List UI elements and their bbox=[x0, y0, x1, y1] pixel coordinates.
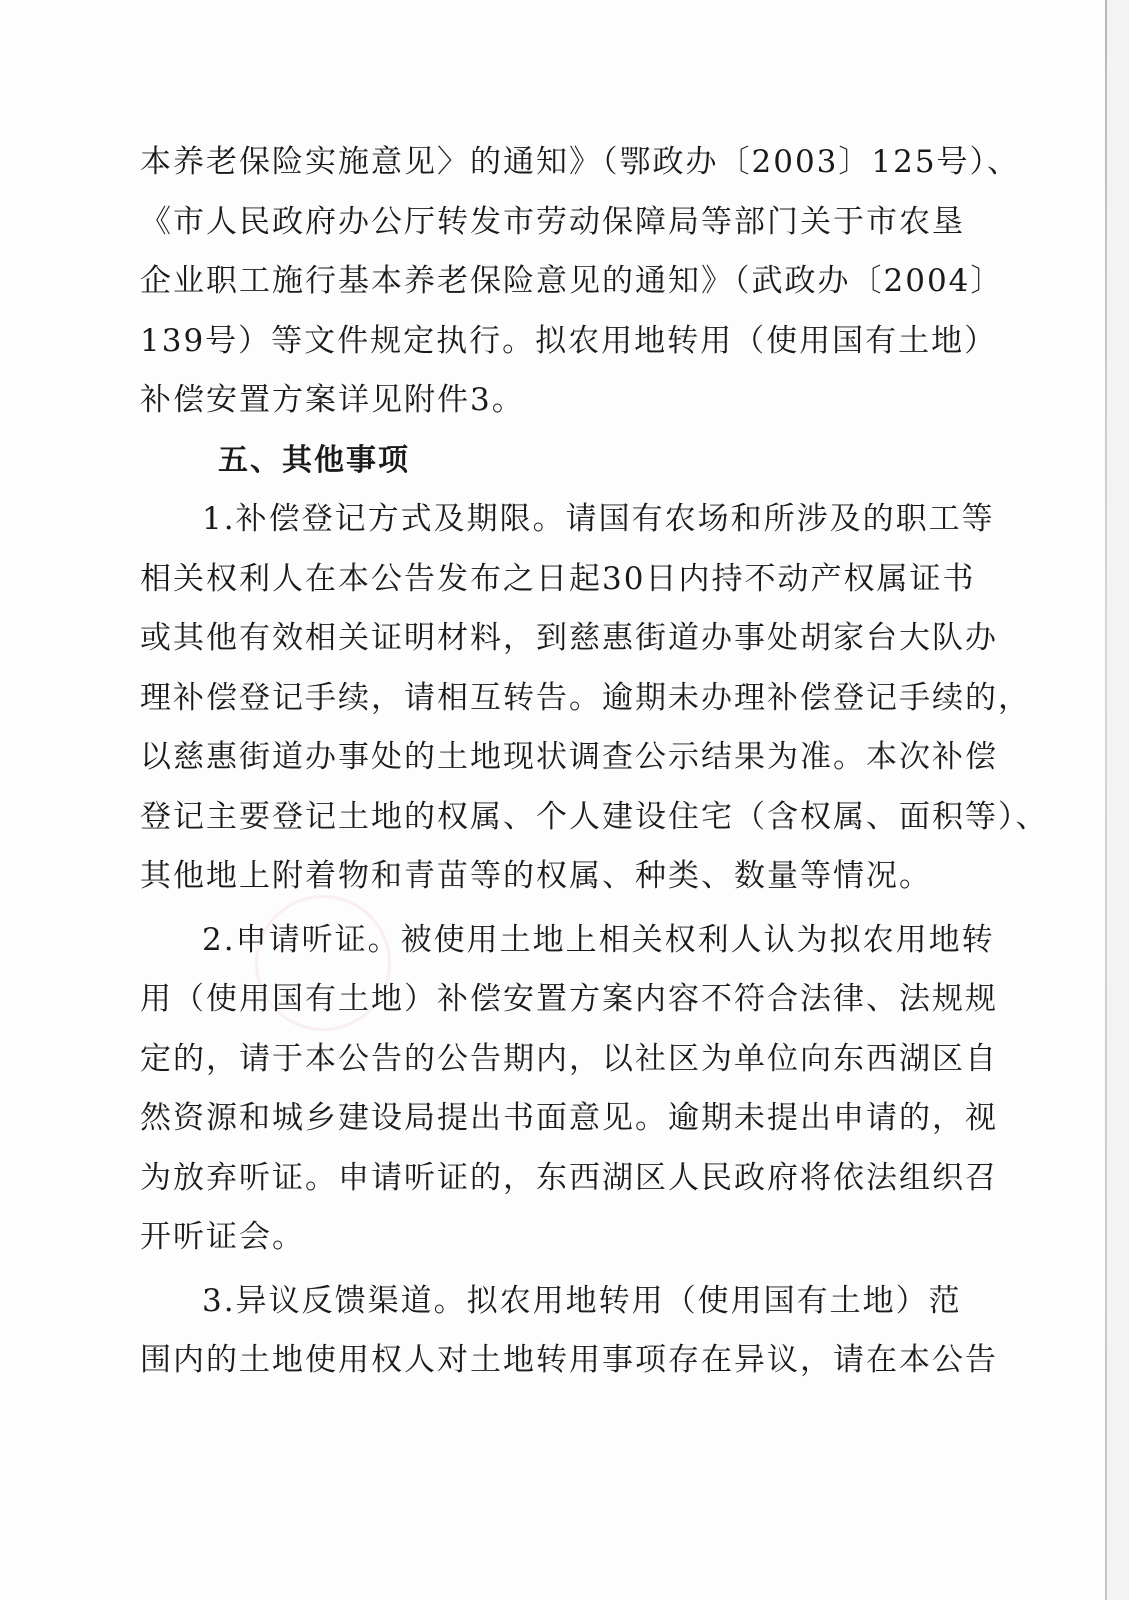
paragraph-line: 或其他有效相关证明材料，到慈惠街道办事处胡家台大队办 bbox=[140, 620, 998, 656]
paragraph-line: 139号）等文件规定执行。拟农用地转用（使用国有土地） bbox=[140, 322, 998, 359]
paragraph-line: 理补偿登记手续，请相互转告。逾期未办理补偿登记手续的， bbox=[140, 679, 1031, 716]
document-body bbox=[140, 133, 1049, 1391]
paragraph-line: 《市人民政府办公厅转发市劳动保障局等部门关于市农垦 bbox=[140, 203, 965, 240]
scan-edge-shade bbox=[1107, 0, 1129, 1600]
paragraph-line: 本养老保险实施意见〉的通知》（鄂政办〔2003〕125号）、 bbox=[140, 144, 1021, 180]
paragraph-line: 以慈惠街道办事处的土地现状调查公示结果为准。本次补偿 bbox=[140, 739, 998, 775]
section-heading: 五、其他事项 bbox=[218, 442, 410, 478]
paragraph-line: 1.补偿登记方式及期限。请国有农场和所涉及的职工等 bbox=[202, 501, 995, 537]
paragraph-line: 开听证会。 bbox=[140, 1219, 305, 1255]
paragraph-line: 定的，请于本公告的公告期内，以社区为单位向东西湖区自 bbox=[140, 1040, 998, 1077]
paragraph-line: 2.申请听证。被使用土地上相关权利人认为拟农用地转 bbox=[202, 921, 995, 958]
paragraph-line: 然资源和城乡建设局提出书面意见。逾期未提出申请的，视 bbox=[140, 1100, 998, 1136]
paragraph-line: 补偿安置方案详见附件3。 bbox=[140, 382, 525, 418]
paragraph-line: 3.异议反馈渠道。拟农用地转用（使用国有土地）范 bbox=[202, 1282, 962, 1319]
scan-edge-line bbox=[1105, 0, 1107, 1600]
paragraph-line: 登记主要登记土地的权属、个人建设住宅（含权属、面积等）、 bbox=[140, 798, 1049, 835]
paragraph-line: 为放弃听证。申请听证的，东西湖区人民政府将依法组织召 bbox=[140, 1159, 998, 1196]
paragraph-line: 用（使用国有土地）补偿安置方案内容不符合法律、法规规 bbox=[140, 981, 998, 1017]
paragraph-line: 企业职工施行基本养老保险意见的通知》（武政办〔2004〕 bbox=[140, 263, 1004, 299]
paragraph-line: 相关权利人在本公告发布之日起30日内持不动产权属证书 bbox=[140, 560, 976, 597]
paragraph-line: 其他地上附着物和青苗等的权属、种类、数量等情况。 bbox=[140, 858, 932, 894]
paragraph-line: 围内的土地使用权人对土地转用事项存在异议，请在本公告 bbox=[140, 1342, 998, 1378]
